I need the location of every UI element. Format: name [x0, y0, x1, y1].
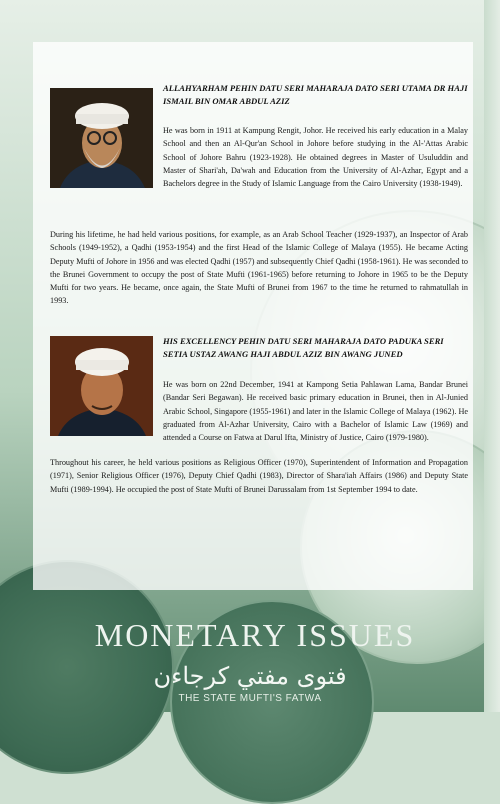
biography-paragraph: He was born on 22nd December, 1941 at Kampong Setia Pahlawan Lama, Bandar Brunei (Bandar Seri Begawan). He received basic primary education in Brunei, then in Al-Junied Arabic School, Singapore (1955-1961) and later in the Islamic College of Malaya (1962). He graduated from Al-Azhar University, Cairo with a Bachelor of Islamic Law (1969) and attended a Course on Fatwa at Darul Ifta, Ministry of Justice, Cairo (1979-1980). — [163, 380, 468, 443]
portrait-photo — [50, 88, 153, 188]
page-edge — [484, 0, 500, 712]
portrait-photo — [50, 336, 153, 436]
page-subtitle: THE STATE MUFTI'S FATWA — [178, 693, 322, 704]
biography-paragraph: He was born in 1911 at Kampung Rengit, Johor. He received his early education in a Malay School and then an Al-Qur'an School in Johore before studying in the Al-'Attas Arabic School of Johore Bahru (1923-1928). He obtained degrees in Master of Usuluddin and Master of Shari'ah, Da'wah and Education from the University of Al-Azhar, Egypt and a Bachelors degree in the Study of Islamic Language from the Cairo University (1938-1949). — [163, 126, 468, 189]
page-title: MONETARY ISSUES — [94, 617, 416, 653]
section-heading: HIS EXCELLENCY PEHIN DATU SERI MAHARAJA DATO PADUKA SERI SETIA USTAZ AWANG HAJI ABDUL AZIZ BIN AWANG JUNED — [163, 336, 444, 359]
biography-paragraph: During his lifetime, he had held various positions, for example, as an Arab School Teacher (1929-1937), an Inspector of Arab Schools (1949-1952), a Qadhi (1953-1954) and the first Head of the Islamic College of Malaya (1955). He became Acting Deputy Mufti of Johore in 1956 and was elected Qadhi (1957) and subsequently Chief Qadhi (1958-1961). He was seconded to the Brunei Government to occupy the post of State Mufti (1961-1965) before returning to Johore in 1965 to be the Deputy Mufti for two years. He became, once again, the State Mufti of Brunei from 1967 to the time he returned to rahmatullah in 1993. — [50, 230, 468, 306]
biography-paragraph: Throughout his career, he held various positions as Religious Officer (1970), Superintendent of Information and Propagation (1971), Senior Religious Officer (1976), Deputy Chief Qadhi (1983), Director of Shara'iah Affairs (1986) and Deputy State Mufti (1989-1994). He occupied the post of State Mufti of Brunei Darussalam from 1st September 1994 to date. — [50, 458, 468, 494]
section-heading: ALLAHYARHAM PEHIN DATU SERI MAHARAJA DATO SERI UTAMA DR HAJI ISMAIL BIN OMAR ABDUL AZIZ — [163, 83, 468, 106]
arabic-title: فتوى مفتي كرجاءن — [153, 662, 347, 690]
